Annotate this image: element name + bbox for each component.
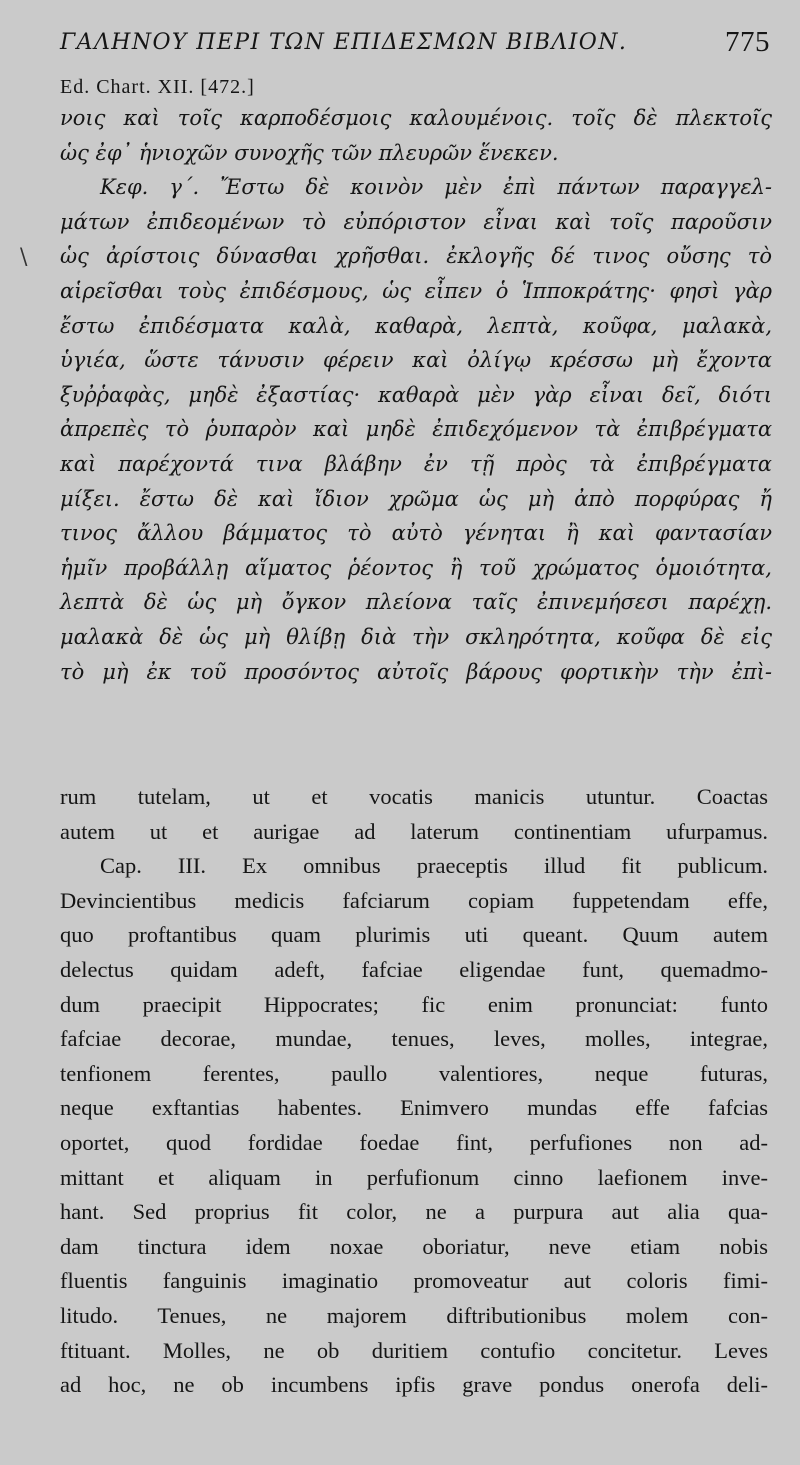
latin-line: dum praecipit Hippocrates; fic enim pronunciat: funto xyxy=(60,991,768,1017)
latin-line: hant. Sed proprius fit color, ne a purpura aut alia qua- xyxy=(60,1199,768,1225)
greek-line: λεπτὰ δὲ ὡς μὴ ὄγκον πλείονα ταῖς ἐπινεμήσεσι παρέχῃ. xyxy=(60,590,772,615)
latin-line: tenfionem ferentes, paullo valentiores, neque futuras, xyxy=(60,1060,768,1086)
latin-line: dam tinctura idem noxae oboriatur, neve etiam nobis xyxy=(60,1233,768,1259)
greek-line: μάτων ἐπιδεομένων τὸ εὐπόριστον εἶναι καὶ τοῖς παροῦσιν xyxy=(60,209,772,234)
latin-line: ftituant. Molles, ne ob duritiem contufio concitetur. Leves xyxy=(60,1337,768,1363)
latin-line: litudo. Tenues, ne majorem diftributionibus molem con- xyxy=(60,1302,768,1328)
latin-line: Cap. III. Ex omnibus praeceptis illud fit publicum. xyxy=(100,853,768,879)
page-header xyxy=(60,28,770,68)
greek-line: νοις καὶ τοῖς καρποδέσμοις καλουμένοις. τοῖς δὲ πλεκτοῖς xyxy=(60,106,772,130)
greek-line: τὸ μὴ ἐκ τοῦ προσόντος αὐτοῖς βάρους φορτικὴν τὴν ἐπὶ- xyxy=(60,659,772,684)
greek-line: μίξει. ἔστω δὲ καὶ ἴδιον χρῶμα ὡς μὴ ἀπὸ πορφύρας ἤ xyxy=(60,486,772,511)
greek-line: ἀπρεπὲς τὸ ῥυπαρὸν καὶ μηδὲ ἐπιδεχόμενον τὰ ἐπιβρέγματα xyxy=(60,417,772,442)
greek-line: μαλακὰ δὲ ὡς μὴ θλίβῃ διὰ τὴν σκληρότητα, κοῦφα δὲ εἰς xyxy=(60,624,772,649)
greek-line: ὑγιέα, ὥστε τάνυσιν φέρειν καὶ ὀλίγῳ κρέσσω μὴ ἔχοντα xyxy=(60,348,772,373)
greek-line: ἔστω ἐπιδέσματα καλὰ, καθαρὰ, λεπτὰ, κοῦφα, μαλακὰ, xyxy=(60,313,772,338)
greek-line: καὶ παρέχοντά τινα βλάβην ἐν τῇ πρὸς τὰ ἐπιβρέγματα xyxy=(60,451,772,476)
latin-line: Devincientibus medicis fafciarum copiam fuppetendam effe, xyxy=(60,887,768,913)
latin-line: quo proftantibus quam plurimis uti queant. Quum autem xyxy=(60,922,768,948)
greek-line: αἱρεῖσθαι τοὺς ἐπιδέσμους, ὡς εἶπεν ὁ Ἱπποκράτης· φησὶ γὰρ xyxy=(60,278,772,303)
greek-line: τινος ἄλλου βάμματος τὸ αὐτὸ γένηται ἢ καὶ φαντασίαν xyxy=(60,521,772,546)
running-title: ΓΑΛΗΝΟΥ ΠΕΡΙ ΤΩΝ ΕΠΙΔΕΣΜΩΝ ΒΙΒΛΙΟΝ. xyxy=(60,30,628,55)
latin-line: ad hoc, ne ob incumbens ipfis grave pondus onerofa deli- xyxy=(60,1372,768,1398)
page-number: 775 xyxy=(725,26,770,58)
latin-line: mittant et aliquam in perfufionum cinno laefionem inve- xyxy=(60,1164,768,1190)
greek-line: Κεφ. γ΄. Ἔστω δὲ κοινὸν μὲν ἐπὶ πάντων παραγγελ- xyxy=(100,175,772,200)
latin-line: fafciae decorae, mundae, tenues, leves, molles, integrae, xyxy=(60,1026,768,1052)
edition-reference: Ed. Chart. XII. [472.] xyxy=(60,76,255,98)
margin-mark: \ xyxy=(20,245,28,270)
greek-text xyxy=(60,101,772,689)
greek-line: ὡς ἀρίστοις δύνασθαι χρῆσθαι. ἐκλογῆς δέ τινος οὔσης τὸ xyxy=(60,244,772,269)
latin-line: neque exftantias habentes. Enimvero mundas effe fafcias xyxy=(60,1095,768,1121)
greek-line: ἡμῖν προβάλλῃ αἵματος ῥέοντος ἢ τοῦ χρώματος ὁμοιότητα, xyxy=(60,555,772,580)
latin-line: autem ut et aurigae ad laterum continentiam ufurpamus. xyxy=(60,818,768,844)
latin-line: fluentis fanguinis imaginatio promoveatur aut coloris fimi- xyxy=(60,1268,768,1294)
greek-line: ξυῤῥαφὰς, μηδὲ ἐξαστίας· καθαρὰ μὲν γὰρ εἶναι δεῖ, διότι xyxy=(60,382,772,407)
latin-line: rum tutelam, ut et vocatis manicis utuntur. Coactas xyxy=(60,784,768,809)
greek-line: ὡς ἐφ᾽ ἡνιοχῶν συνοχῆς τῶν πλευρῶν ἕνεκεν. xyxy=(60,140,559,165)
latin-line: oportet, quod fordidae foedae fint, perfufiones non ad- xyxy=(60,1129,768,1155)
latin-line: delectus quidam adeft, fafciae eligendae funt, quemadmo- xyxy=(60,956,768,982)
latin-text xyxy=(60,780,768,1403)
